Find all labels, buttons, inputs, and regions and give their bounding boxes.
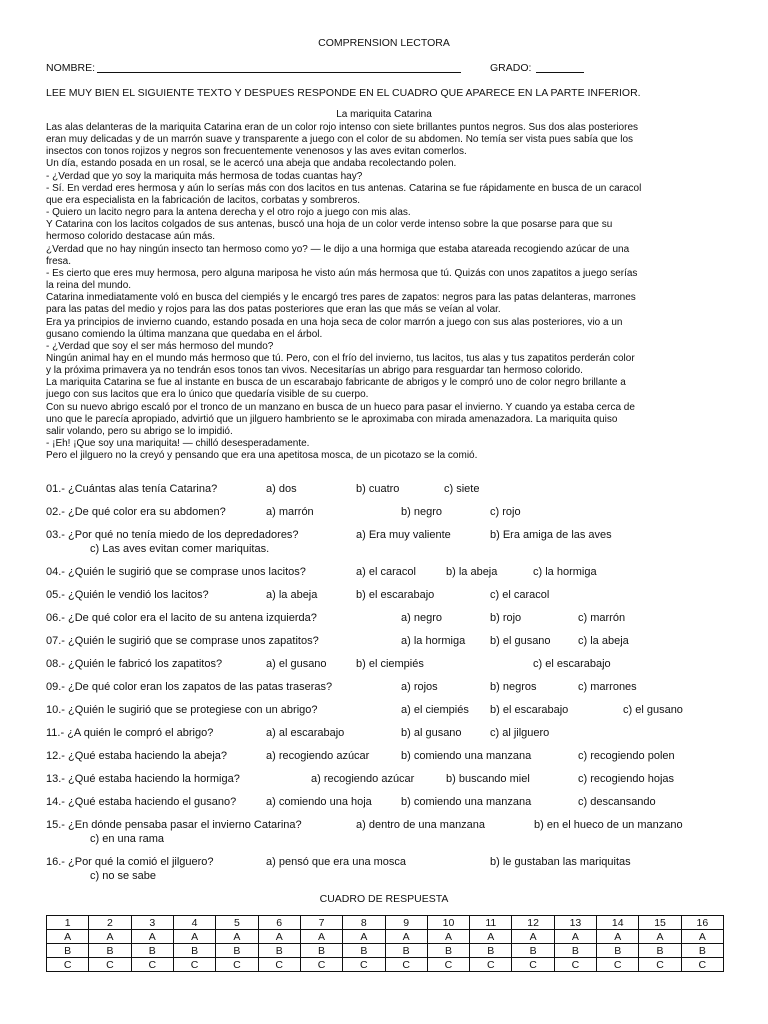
answer-box-title: CUADRO DE RESPUESTA <box>319 893 449 905</box>
story-line: - ¿Verdad que yo soy la mariquita más hermosa de todas cuantas hay? <box>46 170 363 182</box>
option-b: b) Era amiga de las aves <box>490 529 612 541</box>
answer-option-cell[interactable]: C <box>385 958 427 972</box>
answer-option-cell[interactable]: B <box>300 944 342 958</box>
answer-option-cell[interactable]: C <box>173 958 215 972</box>
answer-table <box>46 915 724 972</box>
option-b: b) al gusano <box>401 727 462 739</box>
option-b: b) negro <box>401 506 442 518</box>
answer-option-cell[interactable]: C <box>427 958 469 972</box>
name-blank-line[interactable] <box>97 72 461 73</box>
answer-option-cell[interactable]: A <box>131 930 173 944</box>
option-a: a) marrón <box>266 506 314 518</box>
story-line: Pero el jilguero no la creyó y pensando que era una apetitosa mosca, de un picotazo se la comió. <box>46 450 478 462</box>
question-item <box>46 796 736 814</box>
answer-header-row <box>47 916 724 930</box>
answer-option-cell[interactable]: C <box>89 958 131 972</box>
option-a: a) el gusano <box>266 658 327 670</box>
answer-header-cell: 9 <box>385 916 427 930</box>
story-line: La mariquita Catarina se fue al instante en busca de un escarabajo fabricante de abrigos y le compró uno de color negro brillante a <box>46 377 626 389</box>
story-line: que era especialista en la fabricación de lacitos, corbatas y sombreros. <box>46 194 361 206</box>
question-text: 11.- ¿A quién le compró el abrigo? <box>46 727 214 739</box>
option-c: c) recogiendo hojas <box>578 773 675 785</box>
question-text: 02.- ¿De qué color era su abdomen? <box>46 506 226 518</box>
option-c: c) el caracol <box>490 589 550 601</box>
story-line: - Quiero un lacito negro para la antena derecha y el otro rojo a juego con mis alas. <box>46 207 411 219</box>
answer-option-cell[interactable]: C <box>216 958 258 972</box>
answer-option-cell[interactable]: A <box>427 930 469 944</box>
option-b: b) negros <box>490 681 537 693</box>
story-line: Las alas delanteras de la mariquita Catarina eran de un color rojo intenso con siete brillantes puntos negros. Sus dos alas posteriores <box>46 122 639 133</box>
story-line: - ¡Eh! ¡Que soy una mariquita! — chilló desesperadamente. <box>46 438 310 450</box>
option-c: c) el escarabajo <box>533 658 611 670</box>
answer-option-cell[interactable]: B <box>597 944 639 958</box>
question-text: 16.- ¿Por qué la comió el jilguero? <box>46 856 214 868</box>
answer-header-cell: 10 <box>427 916 469 930</box>
option-b: b) cuatro <box>356 483 400 495</box>
story-text <box>46 122 728 462</box>
option-c: c) siete <box>444 483 480 495</box>
story-line: Y Catarina con los lacitos colgados de sus antenas, buscó una hoja de un color verde intenso sobre la que posarse para que su <box>46 219 613 231</box>
worksheet-title: COMPRENSION LECTORA <box>318 37 450 49</box>
option-c: c) descansando <box>578 796 656 808</box>
answer-option-cell[interactable]: B <box>554 944 596 958</box>
answer-option-cell[interactable]: A <box>470 930 512 944</box>
question-item <box>46 681 736 699</box>
question-text: 01.- ¿Cuántas alas tenía Catarina? <box>46 483 218 495</box>
option-a: a) el ciempiés <box>401 704 469 716</box>
question-text: 08.- ¿Quién le fabricó los zapatitos? <box>46 658 223 670</box>
option-a: a) el caracol <box>356 566 416 578</box>
option-a: a) pensó que era una mosca <box>266 856 407 868</box>
story-line: eran muy delicadas y de un marrón suave y transparente a juego con el color de su abdomen. No temía ser vista pues sabía que los <box>46 134 634 146</box>
answer-header-cell: 15 <box>639 916 681 930</box>
story-line: insectos con tonos rojizos y negros son frecuentemente venenosos y las aves evitan comerlos. <box>46 146 467 158</box>
option-c: c) al jilguero <box>490 727 550 739</box>
option-b: b) rojo <box>490 612 522 624</box>
option-b: b) el gusano <box>490 635 551 647</box>
question-text: 03.- ¿Por qué no tenía miedo de los depredadores? <box>46 529 299 541</box>
question-item <box>46 483 736 501</box>
option-a: a) la abeja <box>266 589 318 601</box>
story-line: - Sí. En verdad eres hermosa y aún lo serías más con dos lacitos en tus antenas. Catarina se fue rápidamente en busca de un caracol <box>46 182 642 194</box>
answer-header-cell: 3 <box>131 916 173 930</box>
answer-option-cell[interactable]: A <box>258 930 300 944</box>
question-item <box>46 819 736 845</box>
answer-option-cell[interactable]: C <box>131 958 173 972</box>
story-line: la reina del mundo. <box>46 280 132 292</box>
question-item <box>46 773 736 791</box>
story-line: Ningún animal hay en el mundo más hermoso que tú. Pero, con el frío del invierno, tus lacitos, tus alas y tus zapatitos perderán color <box>46 352 635 364</box>
answer-header-cell: 12 <box>512 916 554 930</box>
answer-option-cell[interactable]: B <box>173 944 215 958</box>
answer-header-cell: 14 <box>597 916 639 930</box>
option-b: b) comiendo una manzana <box>401 750 532 762</box>
answer-option-cell[interactable]: B <box>47 944 89 958</box>
answer-option-row <box>47 958 724 972</box>
story-line: - ¿Verdad que soy el ser más hermoso del mundo? <box>46 340 274 352</box>
option-b: b) en el hueco de un manzano <box>534 819 683 831</box>
answer-option-cell[interactable]: A <box>512 930 554 944</box>
option-a: a) rojos <box>401 681 438 693</box>
answer-option-cell[interactable]: B <box>681 944 723 958</box>
answer-option-cell[interactable]: A <box>300 930 342 944</box>
answer-header-cell: 2 <box>89 916 131 930</box>
answer-option-cell[interactable]: C <box>258 958 300 972</box>
question-text: 14.- ¿Qué estaba haciendo el gusano? <box>46 796 237 808</box>
answer-header-cell: 11 <box>470 916 512 930</box>
answer-option-cell[interactable]: B <box>512 944 554 958</box>
question-text: 04.- ¿Quién le sugirió que se comprase unos lacitos? <box>46 566 306 578</box>
question-item <box>46 589 736 607</box>
answer-option-cell[interactable]: C <box>300 958 342 972</box>
option-a: a) recogiendo azúcar <box>266 750 370 762</box>
question-item <box>46 529 736 555</box>
story-line: juego con sus lacitos que era lo único que quedaría visible de su cuerpo. <box>46 389 369 401</box>
option-c: c) rojo <box>490 506 521 518</box>
option-b: b) le gustaban las mariquitas <box>490 856 631 868</box>
question-text: 15.- ¿En dónde pensaba pasar el invierno Catarina? <box>46 819 302 831</box>
answer-option-cell[interactable]: A <box>47 930 89 944</box>
answer-option-cell[interactable]: A <box>173 930 215 944</box>
answer-option-row <box>47 944 724 958</box>
story-line: Con su nuevo abrigo escaló por el tronco de un manzano en busca de un hueco para pasar el invierno. Y cuando ya estaba cerca de <box>46 401 635 413</box>
option-c: c) marrones <box>578 681 637 693</box>
answer-option-cell[interactable]: C <box>512 958 554 972</box>
answer-option-row <box>47 930 724 944</box>
question-item <box>46 727 736 745</box>
option-b: b) la abeja <box>446 566 498 578</box>
option-a: a) negro <box>401 612 442 624</box>
question-item <box>46 658 736 676</box>
grade-label: GRADO: <box>490 62 532 74</box>
answer-header-cell: 16 <box>681 916 723 930</box>
question-item <box>46 856 736 882</box>
answer-option-cell[interactable]: C <box>639 958 681 972</box>
answer-option-cell[interactable]: C <box>554 958 596 972</box>
option-a: a) la hormiga <box>401 635 466 647</box>
option-a: a) dos <box>266 483 297 495</box>
option-a: a) comiendo una hoja <box>266 796 372 808</box>
question-item <box>46 566 736 584</box>
question-text: 13.- ¿Qué estaba haciendo la hormiga? <box>46 773 240 785</box>
option-c: c) la hormiga <box>533 566 597 578</box>
answer-option-cell[interactable]: A <box>89 930 131 944</box>
story-line: Un día, estando posada en un rosal, se le acercó una abeja que andaba recolectando polen. <box>46 158 457 170</box>
answer-option-cell[interactable]: B <box>385 944 427 958</box>
question-item <box>46 750 736 768</box>
answer-option-cell[interactable]: A <box>216 930 258 944</box>
answer-header-cell: 7 <box>300 916 342 930</box>
answer-option-cell[interactable]: B <box>343 944 385 958</box>
answer-option-cell[interactable]: B <box>639 944 681 958</box>
answer-header-cell: 6 <box>258 916 300 930</box>
answer-option-cell[interactable]: B <box>427 944 469 958</box>
option-c: c) recogiendo polen <box>578 750 675 762</box>
answer-option-cell[interactable]: C <box>681 958 723 972</box>
option-c: c) la abeja <box>578 635 629 647</box>
option-a: a) dentro de una manzana <box>356 819 486 831</box>
answer-header-cell: 4 <box>173 916 215 930</box>
option-a: a) Era muy valiente <box>356 529 451 541</box>
option-c: c) Las aves evitan comer mariquitas. <box>90 543 270 555</box>
story-line: uno que le parecía apropiado, advirtió que un jilguero hambriento se le aproximaba con mirada amenazadora. La mariquita quiso <box>46 413 618 425</box>
story-line: - Es cierto que eres muy hermosa, pero alguna mariposa he visto aún más hermosa que tú. Quizás con unos zapatitos a juego serías <box>46 267 638 279</box>
answer-option-cell[interactable]: A <box>597 930 639 944</box>
story-line: Era ya principios de invierno cuando, estando posada en una hoja seca de color marrón a juego con sus alas posteriores, vio a un <box>46 316 623 328</box>
grade-blank-line[interactable] <box>536 72 584 73</box>
option-c: c) marrón <box>578 612 626 624</box>
answer-option-cell[interactable]: A <box>343 930 385 944</box>
answer-option-cell[interactable]: C <box>470 958 512 972</box>
question-text: 06.- ¿De qué color era el lacito de su antena izquierda? <box>46 612 317 624</box>
story-line: hermoso colorido destacase aún más. <box>46 231 215 243</box>
question-text: 09.- ¿De qué color eran los zapatos de las patas traseras? <box>46 681 333 693</box>
story-line: fresa. <box>46 255 72 267</box>
option-c: c) el gusano <box>623 704 683 716</box>
question-text: 10.- ¿Quién le sugirió que se protegiese con un abrigo? <box>46 704 318 716</box>
answer-option-cell[interactable]: C <box>343 958 385 972</box>
option-c: c) en una rama <box>90 833 164 845</box>
story-line: Catarina inmediatamente voló en busca del ciempiés y le encargó tres pares de zapatos: negros para las patas delanteras, marrones <box>46 292 636 304</box>
answer-option-cell[interactable]: B <box>470 944 512 958</box>
option-a: a) al escarabajo <box>266 727 345 739</box>
answer-header-cell: 1 <box>47 916 89 930</box>
answer-option-cell[interactable]: C <box>47 958 89 972</box>
answer-option-cell[interactable]: A <box>385 930 427 944</box>
answer-header-cell: 13 <box>554 916 596 930</box>
question-item <box>46 635 736 653</box>
option-b: b) buscando miel <box>446 773 530 785</box>
answer-header-cell: 5 <box>216 916 258 930</box>
name-label: NOMBRE: <box>46 62 96 74</box>
option-b: b) comiendo una manzana <box>401 796 532 808</box>
answer-option-cell[interactable]: B <box>89 944 131 958</box>
option-b: b) el escarabajo <box>490 704 569 716</box>
instruction-text: LEE MUY BIEN EL SIGUIENTE TEXTO Y DESPUES RESPONDE EN EL CUADRO QUE APARECE EN LA PARTE INFERIOR. <box>46 87 641 99</box>
story-line: para las patas del medio y rojos para las dos patas posteriores que eran las que más se veían al volar. <box>46 304 501 316</box>
question-item <box>46 612 736 630</box>
story-line: salir volando, pero su abrigo se lo impidió. <box>46 425 233 437</box>
story-line: ¿Verdad que no hay ningún insecto tan hermoso como yo? — le dijo a una hormiga que estaba atareada recogiendo azúcar de una <box>46 243 630 255</box>
question-item <box>46 704 736 722</box>
answer-option-cell[interactable]: B <box>216 944 258 958</box>
question-text: 12.- ¿Qué estaba haciendo la abeja? <box>46 750 228 762</box>
story-title: La mariquita Catarina <box>336 109 432 120</box>
option-b: b) el escarabajo <box>356 589 435 601</box>
answer-option-cell[interactable]: B <box>258 944 300 958</box>
question-text: 07.- ¿Quién le sugirió que se comprase unos zapatitos? <box>46 635 319 647</box>
story-line: gusano comiendo la última manzana que quedaba en el árbol. <box>46 328 323 340</box>
option-b: b) el ciempiés <box>356 658 424 670</box>
story-line: y la próxima primavera ya no tendrán esos tonos tan vivos. Necesitarías un abrigo para resguardar tan hermoso colorido. <box>46 365 583 377</box>
question-text: 05.- ¿Quién le vendió los lacitos? <box>46 589 209 601</box>
answer-option-cell[interactable]: A <box>639 930 681 944</box>
answer-option-cell[interactable]: B <box>131 944 173 958</box>
answer-option-cell[interactable]: A <box>554 930 596 944</box>
answer-option-cell[interactable]: A <box>681 930 723 944</box>
option-a: a) recogiendo azúcar <box>311 773 415 785</box>
answer-option-cell[interactable]: C <box>597 958 639 972</box>
answer-header-cell: 8 <box>343 916 385 930</box>
question-item <box>46 506 736 524</box>
option-c: c) no se sabe <box>90 870 157 882</box>
